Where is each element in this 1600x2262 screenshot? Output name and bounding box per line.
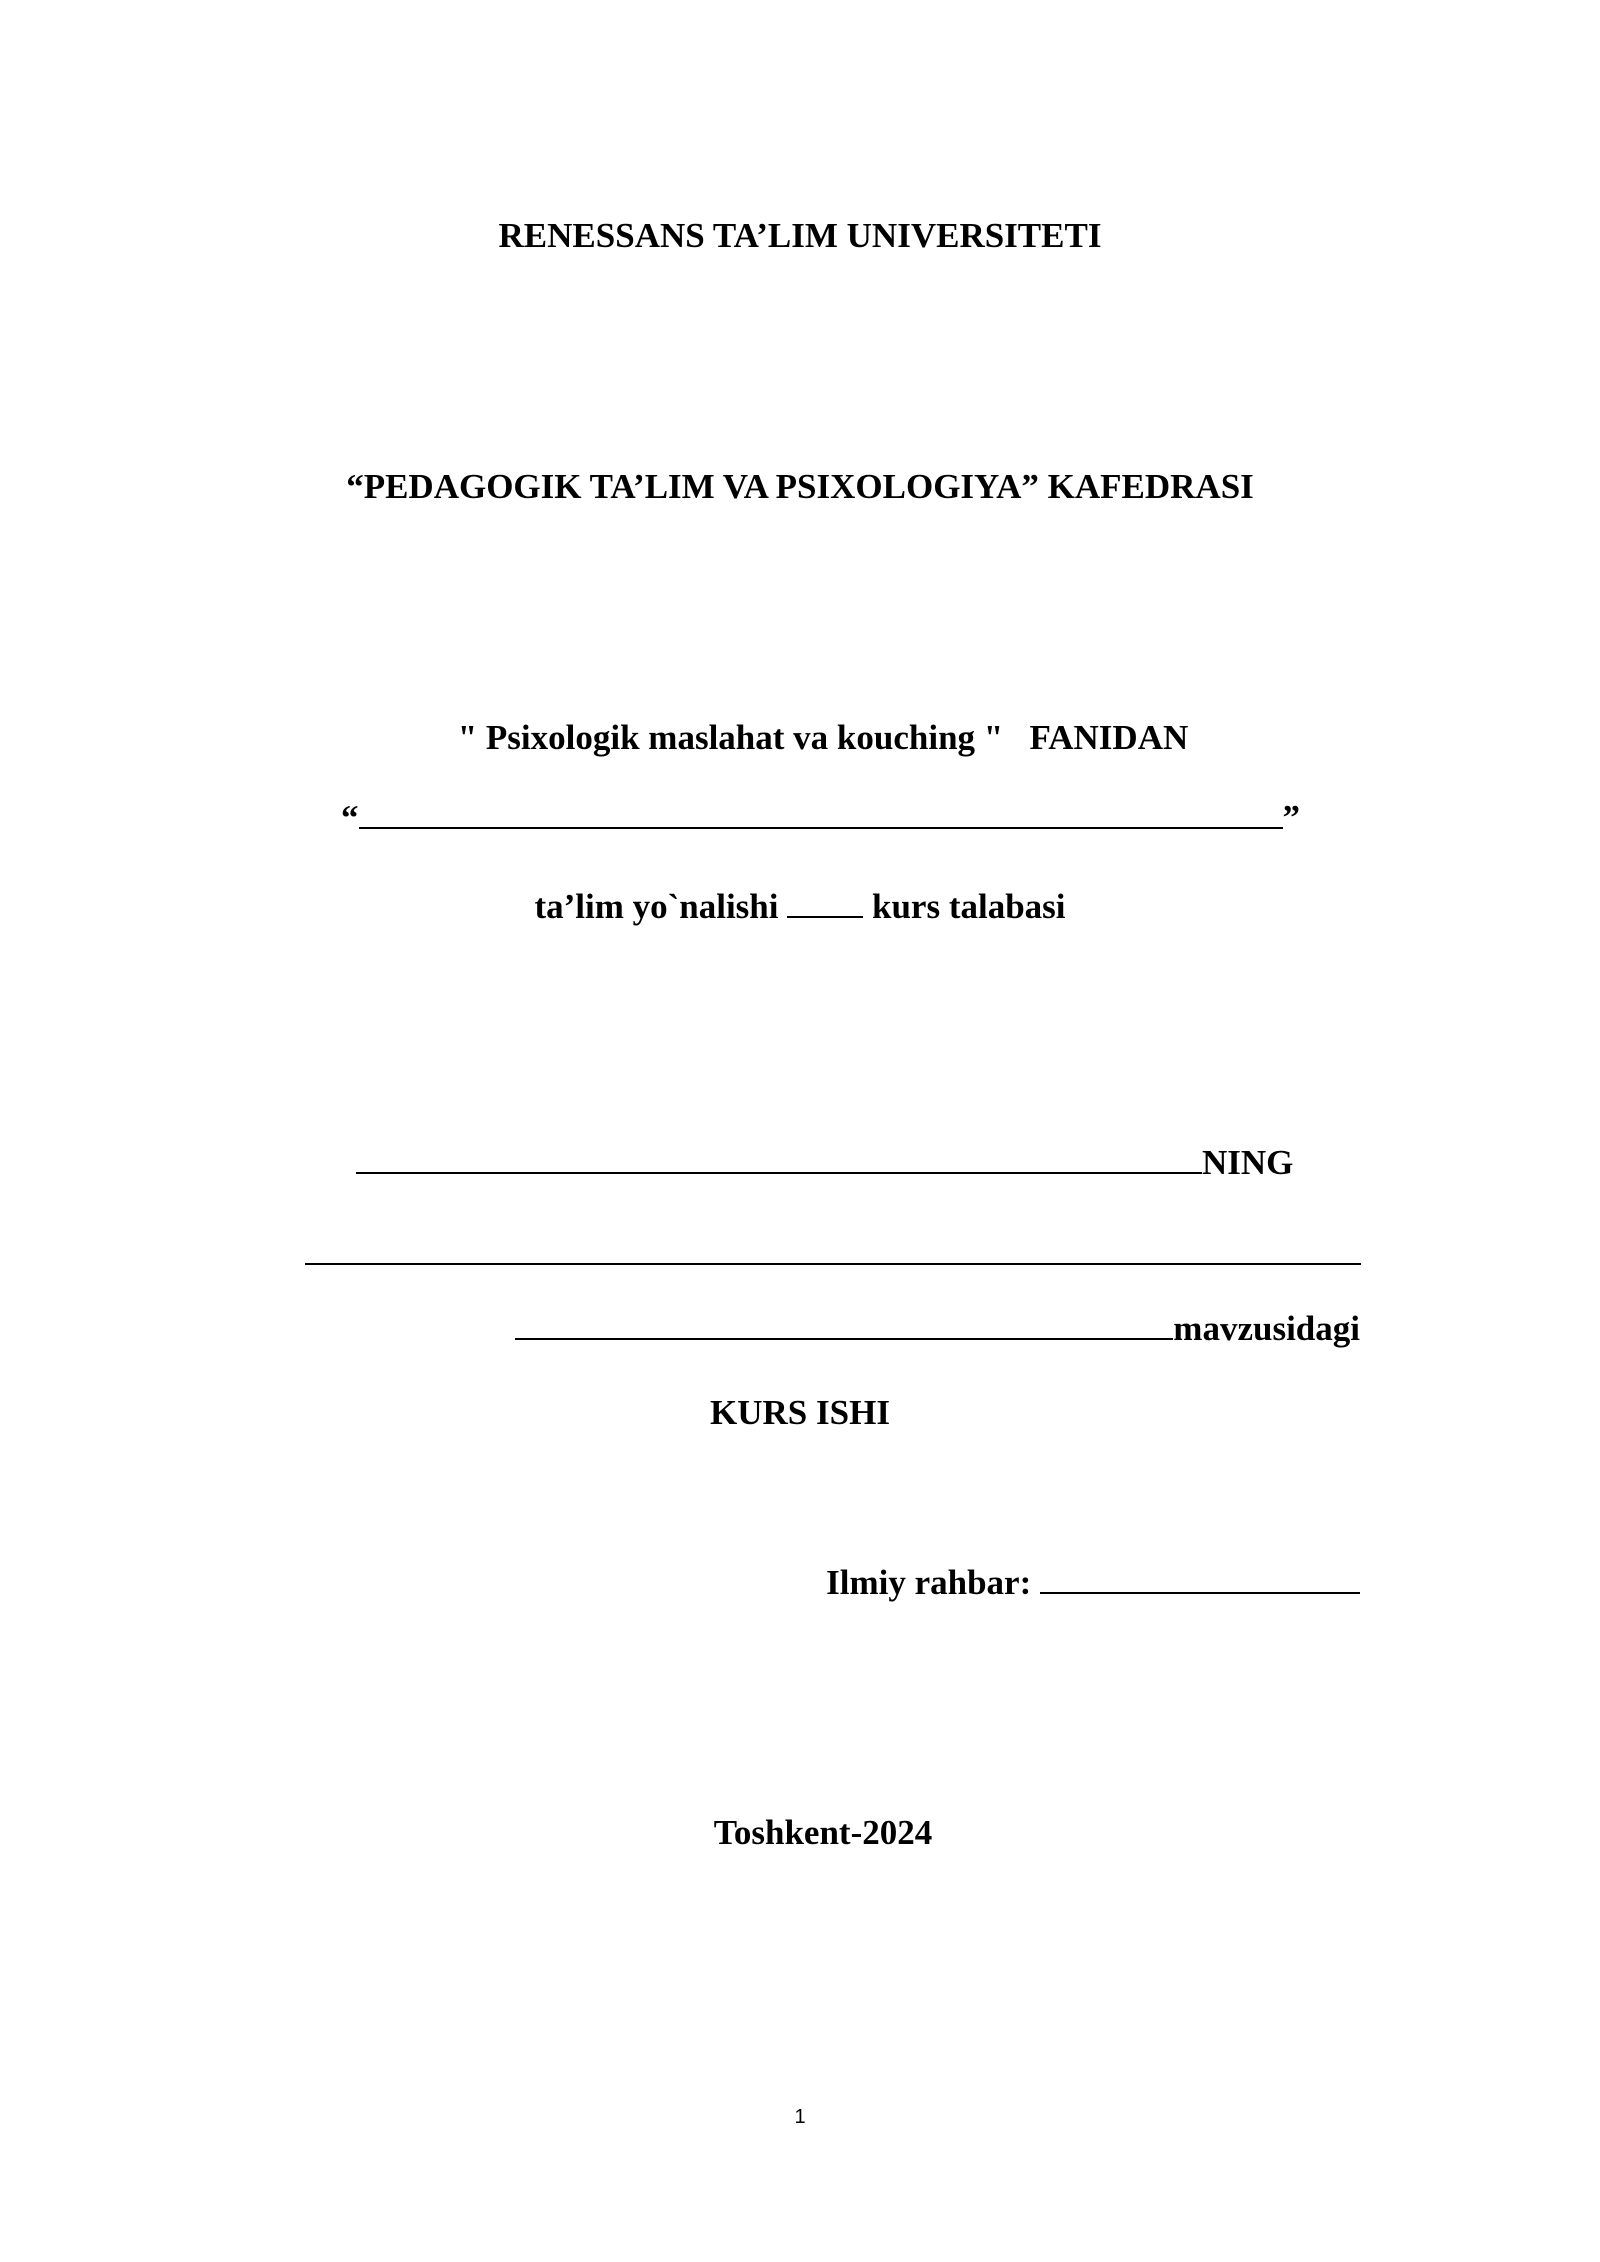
student-line: [0, 886, 1600, 927]
course-number-blank[interactable]: [787, 886, 863, 918]
page-number: 1: [794, 2106, 806, 2128]
close-quote: ”: [1282, 798, 1300, 837]
topic-suffix: mavzusidagi: [1173, 1309, 1360, 1348]
work-title: KURS ISHI: [710, 1393, 890, 1432]
open-quote: “: [341, 798, 359, 837]
topic-blank-1[interactable]: [305, 1233, 1361, 1265]
student-name-line: [356, 1142, 1293, 1183]
supervisor-label: Ilmiy rahbar:: [826, 1563, 1040, 1602]
supervisor-blank[interactable]: [1040, 1562, 1360, 1594]
topic-blank-2[interactable]: [515, 1308, 1173, 1340]
topic-line-2: [515, 1308, 1360, 1349]
supervisor-line: [826, 1562, 1360, 1603]
university-name: RENESSANS TA’LIM UNIVERSITETI: [498, 216, 1102, 255]
subject-line: " Psixologik maslahat va kouching " FANIDAN: [457, 718, 1189, 757]
student-line-suffix: kurs talabasi: [863, 887, 1066, 926]
department-name: “PEDAGOGIK TA’LIM VA PSIXOLOGIYA” KAFEDRASI: [346, 467, 1254, 506]
direction-field: [341, 797, 1300, 838]
student-line-prefix: ta’lim yo`nalishi: [534, 887, 788, 926]
student-name-suffix: NING: [1202, 1143, 1294, 1182]
student-name-blank[interactable]: [356, 1142, 1202, 1174]
direction-blank[interactable]: [359, 797, 1283, 829]
place-year: Toshkent-2024: [713, 1813, 933, 1852]
topic-line-1: [305, 1233, 1361, 1274]
